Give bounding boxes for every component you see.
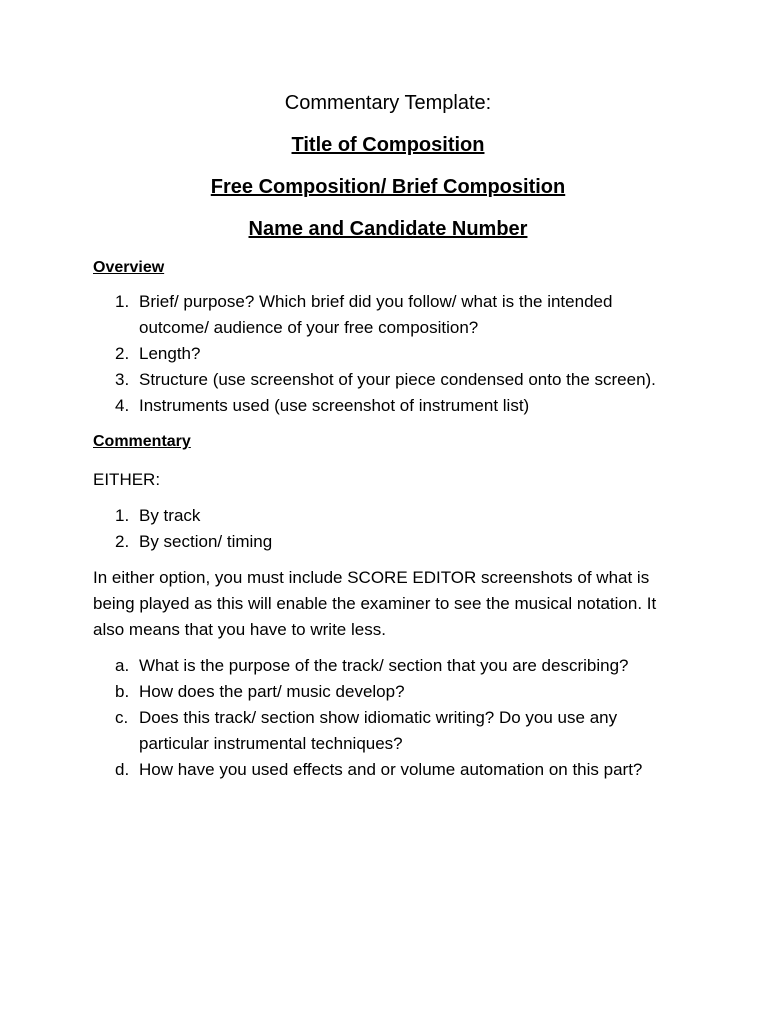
document-title: Commentary Template:: [284, 92, 492, 114]
list-item-text: Structure (use screenshot of your piece condensed onto the screen).: [139, 370, 656, 389]
list-item: [93, 653, 683, 679]
list-item: [93, 289, 683, 341]
list-marker: 2.: [115, 532, 130, 551]
list-marker: b.: [115, 682, 130, 701]
list-marker: a.: [115, 656, 130, 675]
list-item-text: How have you used effects and or volume automation on this part?: [139, 760, 643, 779]
list-item: [93, 529, 683, 555]
overview-list: [93, 289, 683, 419]
list-item: [93, 679, 683, 705]
list-item-text: Does this track/ section show idiomatic writing? Do you use any particular instrumental techniques?: [139, 708, 618, 753]
list-item-text: Brief/ purpose? Which brief did you follow/ what is the intended outcome/ audience of your free composition?: [139, 292, 613, 337]
list-item: [93, 705, 683, 757]
list-marker: 3.: [115, 370, 130, 389]
list-marker: 1.: [115, 292, 130, 311]
list-marker: d.: [115, 760, 130, 779]
name-candidate-heading: Name and Candidate Number: [248, 218, 528, 240]
list-marker: 2.: [115, 344, 130, 363]
commentary-paragraph: In either option, you must include SCORE EDITOR screenshots of what is being played as this will enable the examiner to see the musical notation. It also means that you have to write less.: [93, 568, 657, 639]
list-item-text: Instruments used (use screenshot of instrument list): [139, 396, 530, 415]
questions-list: [93, 653, 683, 783]
document-body: [93, 89, 683, 783]
list-marker: c.: [115, 708, 129, 727]
list-item-text: By track: [139, 506, 201, 525]
either-label: EITHER:: [93, 470, 161, 489]
list-item: [93, 393, 683, 419]
commentary-heading: Commentary: [93, 433, 191, 450]
list-item: [93, 503, 683, 529]
composition-type-heading: Free Composition/ Brief Composition: [210, 176, 566, 198]
list-marker: 4.: [115, 396, 130, 415]
either-options-list: [93, 503, 683, 555]
list-item-text: What is the purpose of the track/ section that you are describing?: [139, 656, 629, 675]
list-item: [93, 341, 683, 367]
list-item-text: By section/ timing: [139, 532, 273, 551]
list-item: [93, 757, 683, 783]
list-item-text: Length?: [139, 344, 201, 363]
list-marker: 1.: [115, 506, 130, 525]
overview-heading: Overview: [93, 259, 165, 276]
list-item-text: How does the part/ music develop?: [139, 682, 405, 701]
composition-title-heading: Title of Composition: [291, 134, 485, 156]
list-item: [93, 367, 683, 393]
